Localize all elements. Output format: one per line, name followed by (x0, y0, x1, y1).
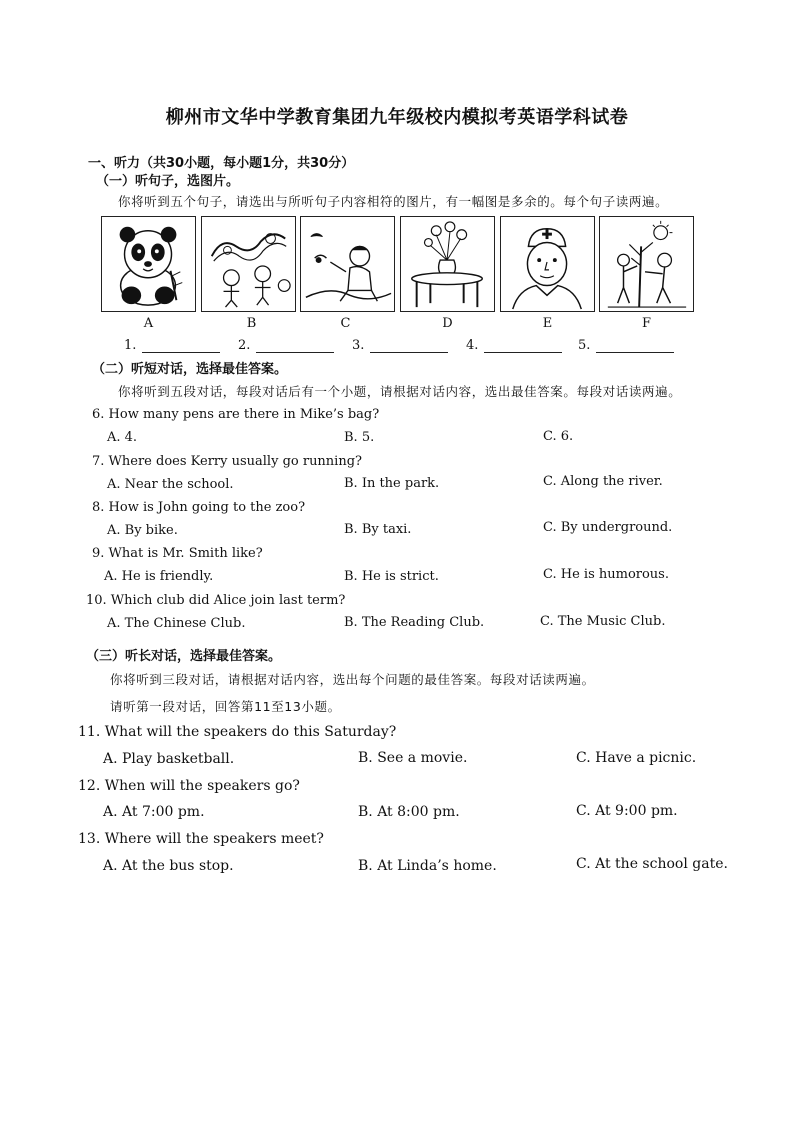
section-heading: 一、听力（共30小题，每小题1分，共30分） (88, 156, 355, 171)
q13-option-b[interactable]: B. At Linda’s home. (358, 858, 497, 874)
q10-option-a[interactable]: A. The Chinese Club. (107, 616, 246, 631)
q8-option-c[interactable]: C. By underground. (543, 520, 673, 535)
doctor-icon (501, 217, 594, 311)
picture-c (300, 216, 395, 312)
q11-option-a[interactable]: A. Play basketball. (103, 751, 235, 767)
q13-option-a[interactable]: A. At the bus stop. (103, 858, 234, 874)
picture-label-a: A (143, 316, 154, 331)
part3-sub-instruction: 请听第一段对话，回答第11至13小题。 (110, 699, 341, 714)
vase-table-icon (401, 217, 494, 311)
answer-blank-4[interactable]: 4. (466, 334, 562, 353)
q13-option-c[interactable]: C. At the school gate. (576, 856, 728, 872)
tree-planting-icon (600, 217, 693, 311)
question-12: 12. When will the speakers go? (78, 778, 300, 794)
picture-a (101, 216, 196, 312)
part1-heading: （一）听句子，选图片。 (96, 174, 240, 189)
q9-option-b[interactable]: B. He is strict. (344, 569, 439, 584)
q7-option-c[interactable]: C. Along the river. (543, 474, 663, 489)
picture-label-e: E (542, 316, 553, 331)
q8-option-a[interactable]: A. By bike. (107, 523, 178, 538)
question-13: 13. Where will the speakers meet? (78, 831, 324, 847)
q10-option-b[interactable]: B. The Reading Club. (344, 615, 485, 630)
answer-blank-2[interactable]: 2. (238, 334, 334, 353)
picture-label-d: D (442, 316, 453, 331)
part1-instruction: 你将听到五个句子，请选出与所听句子内容相符的图片，有一幅图是多余的。每个句子读两遍。 (118, 194, 669, 209)
page-title: 柳州市文华中学教育集团九年级校内模拟考英语学科试卷 (165, 107, 629, 128)
picture-label-f: F (641, 316, 652, 331)
picture-label-c: C (340, 316, 351, 331)
q9-option-a[interactable]: A. He is friendly. (104, 569, 214, 584)
boy-birds-icon (301, 217, 394, 311)
picture-b (201, 216, 296, 312)
part3-heading: （三）听长对话，选择最佳答案。 (86, 649, 282, 664)
q6-option-a[interactable]: A. 4. (107, 430, 138, 445)
answer-blank-5[interactable]: 5. (578, 334, 674, 353)
picture-d (400, 216, 495, 312)
q6-option-c[interactable]: C. 6. (543, 429, 574, 444)
panda-icon (102, 217, 195, 311)
question-11: 11. What will the speakers do this Saturday? (78, 724, 397, 740)
question-6: 6. How many pens are there in Mike’s bag? (92, 407, 380, 422)
question-7: 7. Where does Kerry usually go running? (92, 454, 363, 469)
dragon-dance-icon (202, 217, 295, 311)
q8-option-b[interactable]: B. By taxi. (344, 522, 412, 537)
picture-e (500, 216, 595, 312)
q11-option-b[interactable]: B. See a movie. (358, 750, 468, 766)
q12-option-b[interactable]: B. At 8:00 pm. (358, 804, 460, 820)
part2-heading: （二）听短对话，选择最佳答案。 (92, 362, 288, 377)
question-10: 10. Which club did Alice join last term? (86, 593, 346, 608)
question-8: 8. How is John going to the zoo? (92, 500, 306, 515)
answer-blank-1[interactable]: 1. (124, 334, 220, 353)
q9-option-c[interactable]: C. He is humorous. (543, 567, 669, 582)
q7-option-b[interactable]: B. In the park. (344, 476, 440, 491)
q10-option-c[interactable]: C. The Music Club. (540, 614, 666, 629)
q7-option-a[interactable]: A. Near the school. (107, 477, 234, 492)
part2-instruction: 你将听到五段对话，每段对话后有一个小题，请根据对话内容，选出最佳答案。每段对话读两遍。 (118, 384, 682, 399)
q11-option-c[interactable]: C. Have a picnic. (576, 750, 697, 766)
q12-option-c[interactable]: C. At 9:00 pm. (576, 803, 678, 819)
q12-option-a[interactable]: A. At 7:00 pm. (103, 804, 205, 820)
part3-instruction: 你将听到三段对话，请根据对话内容，选出每个问题的最佳答案。每段对话读两遍。 (110, 672, 595, 687)
question-9: 9. What is Mr. Smith like? (92, 546, 263, 561)
answer-blank-3[interactable]: 3. (352, 334, 448, 353)
picture-label-b: B (246, 316, 257, 331)
picture-f (599, 216, 694, 312)
q6-option-b[interactable]: B. 5. (344, 430, 375, 445)
